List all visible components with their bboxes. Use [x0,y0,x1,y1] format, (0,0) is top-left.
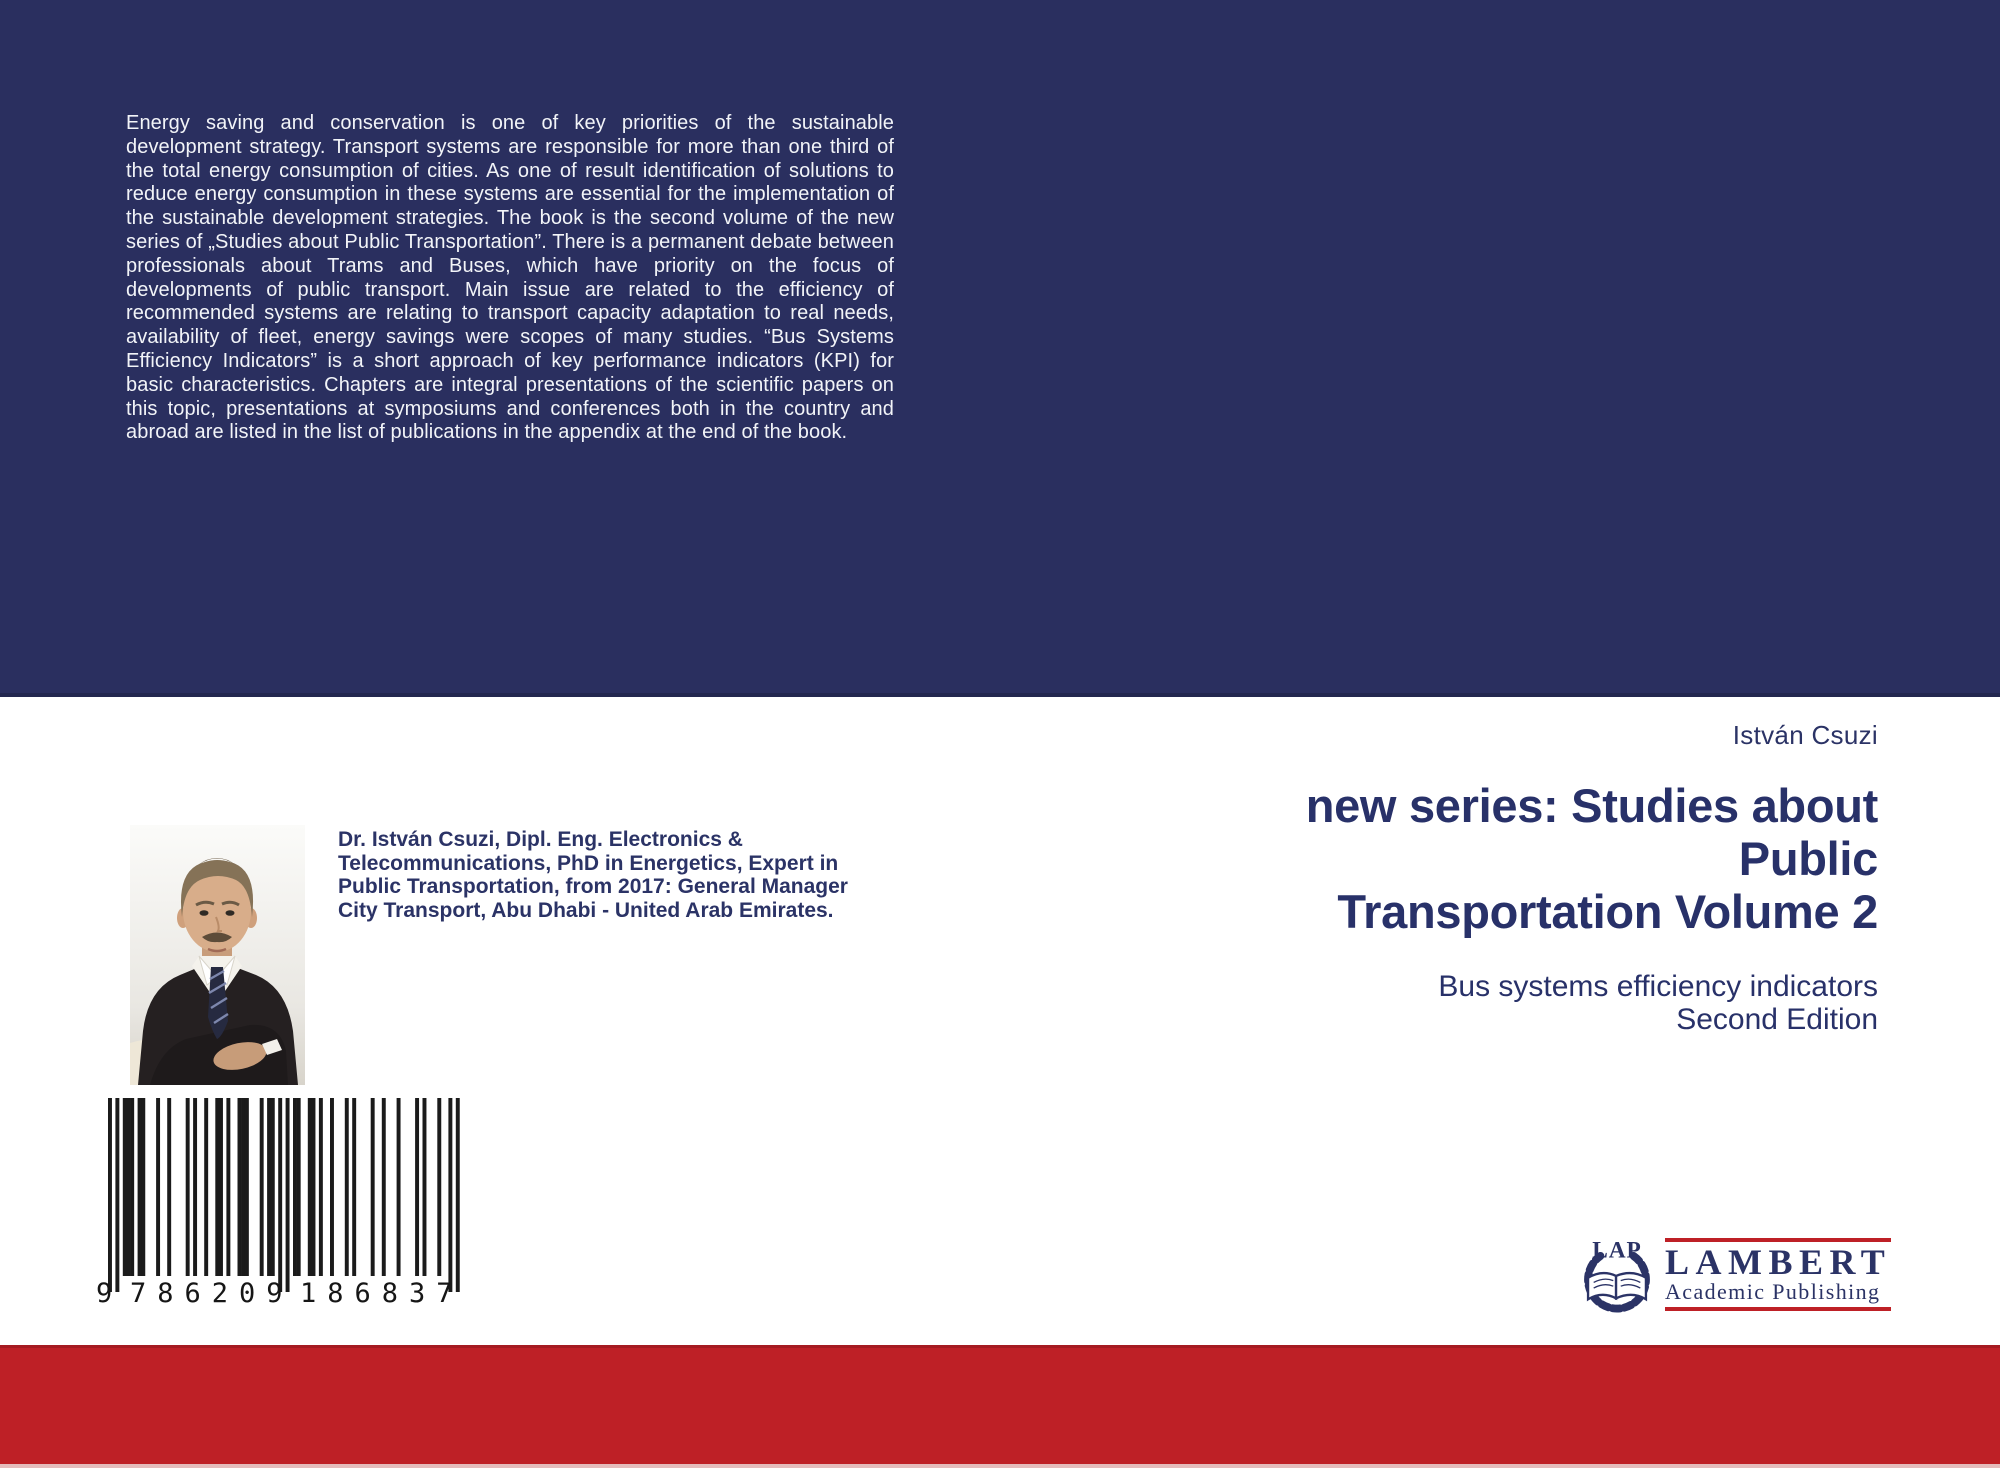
author-name: István Csuzi [1732,720,1878,750]
book-title [1306,779,1878,938]
title-line-2: Public [1738,832,1878,885]
title-line-1: new series: Studies about [1305,779,1878,832]
barcode-bars [108,1098,460,1292]
bottom-red-bar [0,1345,2000,1468]
lap-emblem-icon [1575,1236,1659,1314]
book-subtitle [1438,970,1878,1036]
subtitle-line-2: Second Edition [1676,1003,1878,1036]
publisher-wordmark: LAMBERT [1665,1242,1892,1282]
publisher-logo [1575,1234,1893,1316]
author-bio: Dr. István Csuzi, Dipl. Eng. Electronics & Telecommunications, PhD in Energetics, Expert in Public Transportation, from 2017: General Manager City Transport, Abu Dhabi - United Arab Emirates. [338,828,848,922]
subtitle-line-1: Bus systems efficiency indicators [1438,970,1878,1003]
barcode-digits-left: 786209 [130,1278,294,1309]
lap-monogram: LAP [1592,1237,1642,1264]
publisher-tagline: Academic Publishing [1665,1279,1881,1304]
logo-rule-bottom [1665,1307,1891,1311]
open-book-icon [1588,1273,1646,1299]
isbn-barcode [96,1098,468,1314]
barcode-digits-right: 186837 [300,1278,464,1309]
back-cover-panel [0,0,2000,697]
title-line-3: Transportation Volume 2 [1337,885,1878,938]
back-cover-blurb: Energy saving and conservation is one of key priorities of the sustainable development strategy. Transport systems are responsible for more than one third of the total energy consumption of cities. As one of result identification of solutions to reduce energy consumption in these systems are essential for the implementation of the sustainable development strategies. The book is the second volume of the new series of „Studies about Public Transportation”. There is a permanent debate between professionals about Trams and Buses, which have priority on the focus of developments of public transport. Main issue are related to the efficiency of recommended systems are relating to transport capacity adaptation to real needs, availability of fleet, energy savings were scopes of many studies. “Bus Systems Efficiency Indicators” is a short approach of key performance indicators (KPI) for basic characteristics. Chapters are integral presentations of the scientific papers on this topic, presentations at symposiums and conferences both in the country and abroad are listed in the list of publications in the appendix at the end of the book. [126,112,894,444]
author-photo [130,825,305,1085]
publisher-wordmark-block [1665,1238,1891,1311]
barcode-digit-prefix: 9 [96,1278,113,1309]
